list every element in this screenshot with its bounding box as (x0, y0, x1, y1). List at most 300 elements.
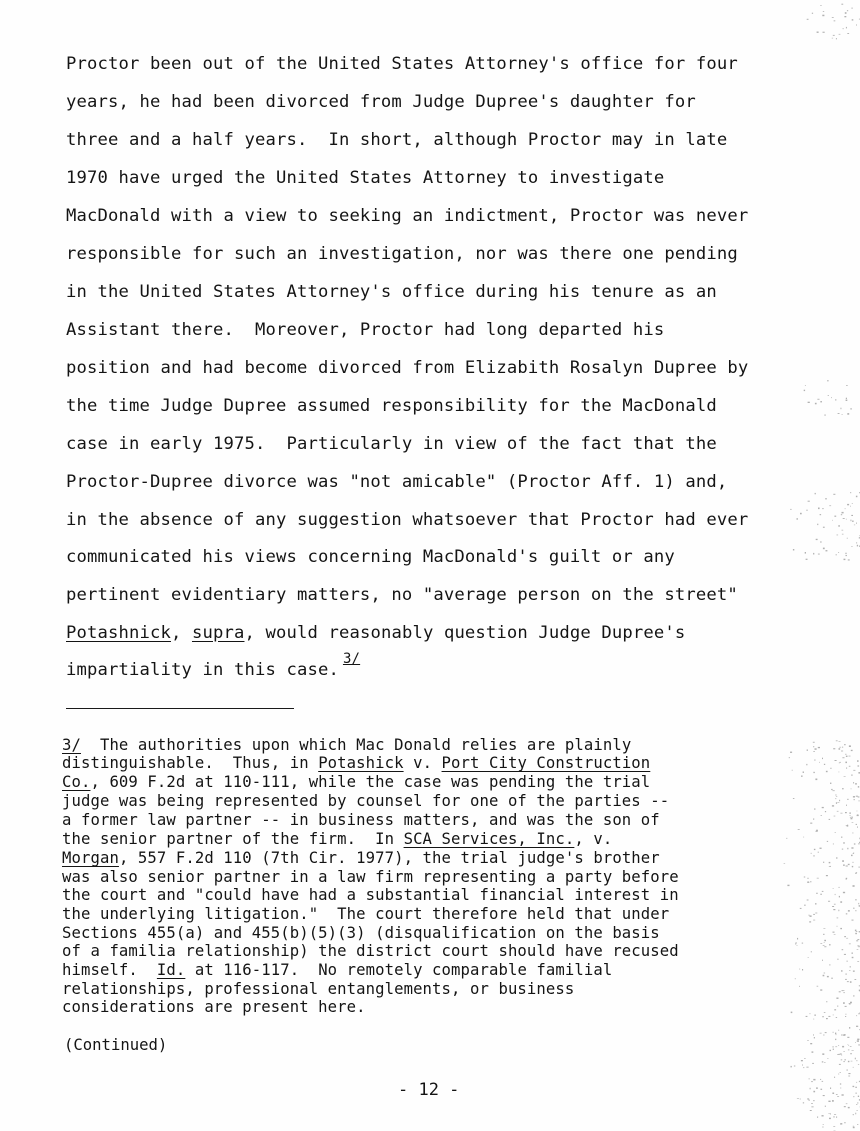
noise-dot (813, 742, 815, 743)
noise-dot (812, 13, 813, 14)
noise-dot (843, 518, 845, 519)
text-fragment: himself. (62, 961, 157, 979)
noise-dot (814, 760, 815, 761)
noise-dot (855, 783, 857, 785)
noise-dot (809, 915, 810, 916)
noise-dot (823, 945, 825, 946)
noise-dot (812, 1063, 814, 1064)
noise-dot (822, 1053, 824, 1055)
noise-dot (858, 796, 860, 797)
noise-dot (836, 998, 838, 999)
noise-dot (826, 1001, 827, 1002)
noise-dot (834, 516, 836, 517)
noise-dot (849, 745, 851, 747)
noise-dot (858, 1064, 859, 1065)
noise-dot (808, 402, 810, 403)
noise-dot (839, 800, 840, 801)
noise-dot (813, 1079, 815, 1081)
noise-dot (810, 1110, 812, 1111)
body-line: position and had become divorced from Elizabith Rosalyn Dupree by (66, 358, 749, 378)
noise-dot (827, 380, 829, 381)
body-line: pertinent evidentiary matters, no "average person on the street" (66, 585, 738, 605)
noise-dot (842, 534, 844, 535)
body-line: communicated his views concerning MacDonald's guilt or any (66, 547, 675, 567)
noise-dot (851, 1061, 853, 1062)
noise-dot (820, 541, 821, 542)
noise-dot (815, 913, 817, 914)
noise-dot (836, 38, 837, 39)
noise-dot (822, 1115, 824, 1116)
noise-dot (848, 1076, 850, 1077)
noise-dot (813, 751, 814, 752)
noise-dot (845, 12, 847, 14)
noise-dot (830, 964, 831, 966)
noise-dot (856, 1104, 857, 1105)
noise-dot (813, 772, 814, 773)
noise-dot (850, 506, 851, 507)
noise-dot (837, 535, 839, 536)
noise-dot (820, 401, 822, 402)
noise-dot (825, 414, 826, 415)
noise-dot (822, 508, 823, 509)
noise-dot (793, 798, 795, 799)
noise-dot (847, 33, 849, 34)
noise-dot (834, 1114, 836, 1115)
noise-dot (837, 802, 839, 803)
noise-dot (836, 1117, 837, 1118)
noise-dot (842, 1046, 844, 1048)
noise-dot (822, 1127, 824, 1128)
noise-dot (823, 1035, 824, 1036)
noise-dot (853, 995, 854, 996)
noise-dot (844, 744, 846, 745)
noise-dot (848, 559, 850, 560)
noise-dot (820, 1079, 821, 1080)
noise-dot (853, 770, 855, 771)
noise-dot (816, 539, 818, 540)
noise-dot (845, 812, 847, 813)
noise-dot (833, 1015, 834, 1016)
noise-dot (853, 1067, 854, 1068)
noise-dot (827, 1058, 828, 1059)
noise-dot (840, 747, 841, 748)
noise-dot (843, 865, 845, 866)
noise-dot (853, 853, 854, 854)
text-fragment: , 609 F.2d at 110-111, while the case was pending the trial (90, 773, 651, 791)
noise-dot (826, 771, 828, 772)
noise-dot (837, 1005, 838, 1007)
noise-dot (855, 979, 857, 980)
noise-dot (833, 790, 835, 791)
noise-dot (814, 855, 815, 857)
noise-dot (852, 920, 854, 921)
noise-dot (850, 408, 852, 409)
noise-dot (826, 550, 828, 551)
noise-dot (848, 1073, 850, 1074)
noise-dot (838, 413, 840, 414)
noise-dot (841, 970, 842, 972)
noise-dot (845, 1006, 847, 1007)
noise-dot (823, 527, 825, 528)
noise-dot (810, 915, 812, 917)
noise-dot (808, 501, 810, 502)
footnote-line (62, 736, 631, 754)
noise-dot (857, 949, 859, 950)
noise-dot (837, 959, 839, 960)
noise-dot (835, 798, 836, 799)
noise-dot (858, 903, 859, 904)
noise-dot (850, 817, 851, 818)
noise-dot (816, 830, 818, 832)
noise-dot (822, 891, 824, 892)
case-citation: Port City Construction (441, 754, 651, 772)
noise-dot (832, 906, 834, 907)
noise-dot (841, 408, 842, 410)
noise-dot (839, 1054, 841, 1055)
noise-dot (840, 928, 842, 929)
noise-dot (823, 862, 824, 863)
noise-dot (844, 776, 846, 777)
noise-dot (843, 1035, 845, 1036)
noise-dot (845, 762, 847, 764)
noise-dot (840, 1053, 841, 1055)
noise-dot (849, 815, 850, 816)
noise-dot (830, 866, 831, 867)
noise-dot (833, 932, 835, 933)
body-line: Proctor been out of the United States Attorney's office for four (66, 54, 738, 74)
noise-dot (855, 930, 857, 932)
noise-dot (853, 1086, 855, 1087)
noise-dot (825, 498, 827, 499)
page-number: - 12 - (398, 1080, 460, 1100)
noise-dot (855, 933, 857, 934)
body-line: the time Judge Dupree assumed responsibility for the MacDonald (66, 396, 717, 416)
noise-dot (839, 34, 841, 35)
noise-dot (841, 837, 842, 838)
noise-dot (847, 504, 849, 505)
noise-dot (833, 1046, 834, 1048)
noise-dot (850, 1053, 852, 1054)
noise-dot (808, 957, 809, 958)
noise-dot (857, 545, 858, 547)
noise-dot (802, 1064, 803, 1065)
noise-dot (833, 1032, 834, 1033)
noise-dot (810, 1043, 812, 1044)
noise-dot (804, 877, 805, 878)
noise-dot (818, 747, 820, 748)
noise-dot (835, 760, 837, 761)
body-line: case in early 1975. Particularly in view of the fact that the (66, 434, 717, 454)
noise-dot (856, 24, 857, 25)
noise-dot (806, 1016, 808, 1017)
noise-dot (856, 872, 857, 873)
noise-dot (842, 757, 844, 758)
noise-dot (833, 748, 835, 749)
noise-dot (844, 16, 846, 17)
noise-dot (821, 1089, 823, 1090)
noise-dot (836, 1017, 837, 1018)
noise-dot (820, 5, 822, 6)
noise-dot (849, 1027, 850, 1029)
noise-dot (813, 553, 814, 555)
noise-dot (839, 887, 840, 888)
noise-dot (812, 1051, 814, 1052)
noise-dot (810, 823, 812, 824)
noise-dot (841, 1055, 842, 1056)
noise-dot (807, 1040, 809, 1041)
noise-dot (844, 1034, 846, 1036)
body-line-citation (66, 623, 685, 643)
noise-dot (784, 863, 786, 864)
noise-dot (792, 770, 793, 771)
noise-dot (823, 32, 825, 33)
noise-dot (806, 559, 808, 560)
noise-dot (814, 849, 816, 850)
noise-dot (803, 837, 804, 838)
noise-dot (846, 756, 848, 757)
noise-dot (797, 1098, 799, 1099)
noise-dot (845, 1016, 846, 1017)
noise-dot (825, 1106, 826, 1107)
body-line: years, he had been divorced from Judge Dupree's daughter for (66, 92, 696, 112)
noise-dot (823, 548, 825, 550)
noise-dot (846, 385, 848, 386)
noise-dot (856, 1110, 858, 1111)
noise-dot (822, 758, 823, 759)
noise-dot (802, 969, 803, 971)
noise-dot (807, 900, 809, 901)
noise-dot (857, 826, 858, 827)
noise-dot (832, 1093, 834, 1095)
noise-dot (829, 505, 831, 506)
noise-dot (822, 1016, 824, 1017)
noise-dot (823, 934, 824, 935)
noise-dot (846, 974, 847, 975)
noise-dot (852, 866, 853, 867)
noise-dot (800, 1099, 801, 1100)
noise-dot (832, 38, 833, 39)
noise-dot (827, 841, 828, 842)
noise-dot (847, 961, 848, 962)
noise-dot (846, 913, 848, 914)
noise-dot (840, 1072, 841, 1073)
noise-dot (856, 796, 858, 797)
noise-dot (845, 754, 846, 755)
case-citation: Co. (62, 773, 91, 791)
noise-dot (801, 775, 802, 777)
noise-dot (859, 800, 860, 801)
noise-dot (848, 1061, 850, 1062)
noise-dot (847, 825, 848, 827)
noise-dot (843, 990, 844, 991)
noise-dot (805, 385, 806, 386)
continued-label: (Continued) (64, 1036, 168, 1054)
noise-dot (848, 1045, 849, 1046)
noise-dot (820, 894, 822, 895)
noise-dot (851, 8, 853, 9)
noise-dot (846, 938, 848, 939)
noise-dot (847, 413, 849, 415)
noise-dot (837, 1096, 839, 1097)
footnote-line: the court and "could have had a substantial financial interest in (62, 886, 679, 904)
noise-dot (818, 508, 820, 510)
noise-dot (847, 1037, 849, 1038)
noise-dot (856, 542, 857, 543)
noise-dot (810, 1088, 811, 1090)
noise-dot (811, 1081, 812, 1082)
noise-dot (824, 942, 825, 943)
noise-dot (848, 1044, 849, 1045)
noise-dot (833, 35, 835, 36)
body-line-last (66, 651, 361, 681)
noise-dot (844, 1051, 845, 1052)
noise-dot (851, 750, 853, 751)
noise-dot (845, 553, 846, 554)
noise-dot (831, 789, 832, 790)
noise-dot (850, 492, 851, 493)
noise-dot (843, 1002, 845, 1004)
noise-dot (849, 1003, 851, 1004)
noise-dot (815, 779, 817, 781)
noise-dot (851, 515, 853, 516)
noise-dot (824, 940, 826, 941)
text-fragment: at 116-117. No remotely comparable familial (185, 961, 613, 979)
noise-dot (857, 945, 859, 946)
noise-dot (853, 782, 854, 783)
noise-dot (813, 818, 814, 819)
text-fragment: , v. (574, 830, 613, 848)
noise-dot (840, 901, 842, 903)
noise-dot (841, 1124, 842, 1125)
noise-dot (836, 802, 837, 804)
noise-dot (858, 786, 859, 788)
noise-dot (847, 10, 848, 11)
noise-dot (834, 816, 836, 817)
noise-dot (836, 857, 838, 858)
noise-dot (847, 1070, 848, 1071)
noise-dot (806, 1067, 808, 1068)
noise-dot (838, 910, 839, 912)
noise-dot (845, 1059, 846, 1060)
footnote-line: the underlying litigation." The court therefore held that under (62, 905, 670, 923)
noise-dot (814, 1037, 815, 1038)
noise-dot (856, 940, 858, 941)
noise-dot (838, 1045, 839, 1046)
noise-dot (844, 936, 846, 937)
noise-dot (822, 1081, 824, 1082)
noise-dot (797, 945, 798, 946)
noise-dot (834, 1077, 835, 1078)
noise-dot (836, 1094, 838, 1095)
noise-dot (800, 908, 802, 909)
noise-dot (842, 860, 844, 862)
noise-dot (856, 931, 858, 932)
noise-dot (807, 749, 808, 751)
text-fragment: distinguishable. Thus, in (62, 754, 319, 772)
footnote-line: of a familia relationship) the district court should have recused (62, 942, 679, 960)
noise-dot (799, 969, 800, 970)
noise-dot (853, 832, 854, 833)
noise-dot (824, 764, 825, 765)
noise-dot (813, 1100, 814, 1101)
noise-dot (854, 843, 856, 844)
noise-dot (842, 788, 844, 789)
noise-dot (843, 28, 844, 29)
noise-dot (848, 1107, 850, 1108)
noise-dot (834, 1116, 835, 1118)
text-fragment: the senior partner of the firm. In (62, 830, 404, 848)
noise-dot (830, 768, 831, 769)
noise-dot (835, 399, 836, 401)
noise-dot (853, 971, 855, 972)
noise-dot (841, 1035, 843, 1036)
noise-dot (800, 513, 802, 515)
noise-dot (796, 942, 797, 943)
noise-dot (817, 986, 819, 987)
noise-dot (817, 1116, 818, 1118)
noise-dot (799, 986, 800, 987)
noise-dot (857, 760, 859, 762)
noise-dot (824, 1062, 826, 1063)
noise-dot (839, 748, 841, 750)
noise-dot (846, 400, 848, 402)
noise-dot (831, 397, 832, 398)
noise-dot (839, 741, 841, 742)
noise-dot (823, 1095, 825, 1096)
noise-dot (839, 1064, 841, 1065)
noise-dot (789, 757, 790, 758)
noise-dot (817, 32, 819, 33)
footnote-line: Sections 455(a) and 455(b)(5)(3) (disqualification on the basis (62, 924, 660, 942)
noise-dot (807, 878, 808, 879)
noise-dot (848, 864, 850, 865)
noise-dot (840, 1123, 842, 1124)
text-fragment: v. (403, 754, 442, 772)
noise-dot (820, 848, 822, 849)
noise-dot (851, 855, 853, 856)
noise-dot (842, 512, 844, 514)
noise-dot (842, 530, 844, 531)
noise-dot (791, 1066, 792, 1068)
noise-dot (849, 756, 851, 757)
noise-dot (846, 805, 847, 806)
noise-dot (831, 978, 833, 979)
noise-dot (858, 843, 860, 844)
noise-dot (806, 510, 808, 511)
case-citation: Potashnick (66, 623, 171, 643)
noise-dot (832, 805, 834, 806)
noise-dot (823, 975, 825, 977)
noise-dot (851, 789, 852, 790)
noise-dot (822, 807, 824, 808)
noise-dot (833, 843, 834, 844)
noise-dot (832, 17, 834, 18)
noise-dot (813, 914, 815, 915)
text-fragment: , (170, 623, 192, 643)
noise-dot (849, 813, 851, 814)
noise-dot (839, 772, 840, 773)
noise-dot (847, 981, 849, 982)
noise-dot (805, 552, 806, 554)
noise-dot (850, 1002, 852, 1004)
noise-dot (849, 1003, 850, 1004)
noise-dot (810, 881, 811, 882)
noise-dot (804, 1058, 805, 1059)
noise-dot (816, 1087, 818, 1089)
noise-dot (794, 1066, 795, 1067)
noise-dot (851, 775, 853, 776)
noise-dot (852, 503, 853, 504)
